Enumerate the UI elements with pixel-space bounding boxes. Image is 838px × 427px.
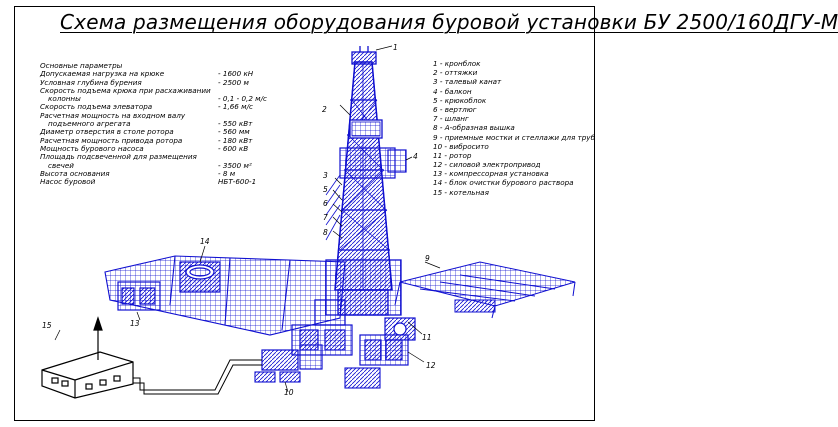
legend-item: 11 - ротор [433, 150, 472, 160]
callout-7: 7 [323, 213, 328, 222]
param-value: - 1,66 м/с [218, 102, 253, 112]
callout-10: 10 [284, 388, 294, 397]
param-value: - 1600 кН [218, 69, 254, 79]
param-label: Условная глубина бурения [40, 77, 142, 87]
electric-drive [360, 335, 408, 365]
monkey-balcony [388, 150, 406, 172]
param-value: - 3500 м² [218, 160, 252, 170]
callout-9: 9 [425, 254, 430, 263]
callout-2: 2 [322, 105, 327, 114]
callout-3: 3 [323, 171, 328, 180]
callout-14: 14 [200, 237, 210, 246]
param-value: НБТ-600-1 [218, 177, 257, 187]
callout-15: 15 [42, 321, 52, 330]
param-label: Расчетная мощность на входном валу [40, 110, 186, 120]
derrick-tower [335, 62, 395, 290]
param-label: подъемного агрегата [48, 119, 131, 129]
param-label: Насос буровой [40, 177, 96, 187]
compressor-unit [118, 282, 160, 310]
param-value: - 0,1 - 0,2 м/с [218, 94, 267, 104]
legend-item: 6 - вертлюг [433, 104, 477, 114]
param-label: Основные параметры [40, 61, 123, 70]
legend-item: 12 - силовой электропривод [433, 160, 541, 170]
param-label: Площадь подсвеченной для размещения [40, 152, 197, 162]
param-label: Скорость подъема элеватора [40, 102, 153, 112]
param-label: Допускаемая нагрузка на крюке [40, 69, 165, 79]
legend-item: 3 - талевый канат [433, 77, 502, 87]
param-value: - 180 кВт [218, 135, 253, 145]
param-value: - 600 кВ [218, 143, 249, 153]
legend-item: 8 - А-образная вышка [433, 123, 515, 133]
callout-6: 6 [323, 199, 328, 208]
callout-11: 11 [422, 333, 432, 342]
param-label: Мощность бурового насоса [40, 143, 144, 153]
param-value: - 2500 м [218, 77, 249, 87]
drawing-title: Схема размещения оборудования буровой установки БУ 2500/160ДГУ-М [60, 10, 838, 34]
legend-item: 9 - приемные мостки и стеллажи для труб [433, 132, 595, 142]
callout-1: 1 [393, 43, 398, 52]
callout-8: 8 [323, 228, 328, 237]
legend-item: 13 - компрессорная установка [433, 169, 549, 179]
ground-base-blocks [255, 368, 380, 388]
legend-item: 7 - шланг [433, 114, 469, 124]
legend-item: 10 - вибросито [433, 141, 489, 151]
param-value: - 560 мм [218, 127, 250, 137]
legend-item: 5 - крюкоблок [433, 95, 487, 105]
legend-item: 4 - балкон [433, 86, 472, 96]
callout-4: 4 [413, 152, 418, 161]
param-value: - 550 кВт [218, 119, 253, 129]
param-label: Расчетная мощность привода ротора [40, 135, 183, 145]
mud-cleaning-block [180, 262, 220, 292]
legend-item: 2 - оттяжки [433, 68, 478, 78]
mud-pumps [292, 325, 352, 355]
legend-item: 14 - блок очистки бурового раствора [433, 178, 574, 188]
legend-item: 1 - кронблок [433, 59, 481, 68]
param-value: - 8 м [218, 168, 236, 178]
pipe-racks [395, 262, 575, 318]
boiler-house [42, 318, 133, 398]
param-label: Диаметр отверстия в столе ротора [40, 127, 174, 137]
crown-block [352, 46, 376, 64]
param-label: Скорость подъема крюка при расхаживании [40, 85, 211, 95]
pipelines [130, 360, 262, 394]
callout-5: 5 [323, 185, 328, 194]
callout-12: 12 [426, 361, 436, 370]
guy-lines [326, 175, 340, 240]
param-label: колонны [48, 94, 81, 104]
param-label: свечей [48, 160, 74, 170]
legend-item: 15 - котельная [433, 187, 489, 197]
param-label: Высота основания [40, 168, 110, 178]
callout-13: 13 [130, 319, 140, 328]
